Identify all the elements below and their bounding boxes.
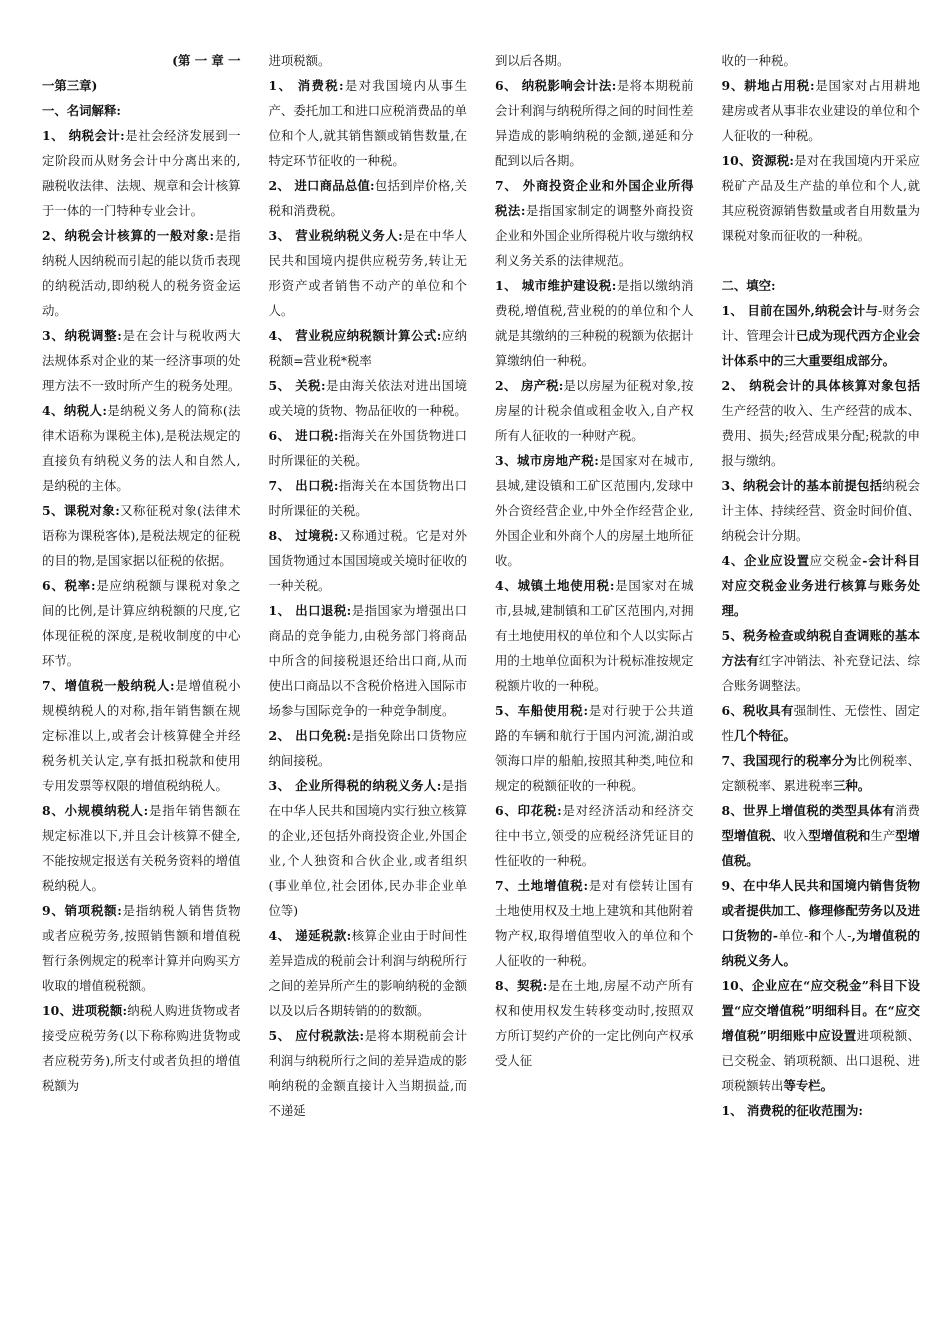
body-text: 应交税金 bbox=[809, 553, 863, 568]
bold-text: 4、企业应设置 bbox=[721, 553, 810, 568]
bold-text: 几个特征。 bbox=[733, 728, 796, 743]
paragraph bbox=[722, 1098, 921, 1123]
body-text: 是以房屋为征税对象,按房屋的计税余值或租金收入,自产权所有人征收的一种财产税。 bbox=[495, 378, 694, 443]
body-text: 收的一种税。 bbox=[721, 53, 796, 68]
paragraph bbox=[495, 448, 694, 573]
body-text: 是指年销售额在规定标准以下,并且会计核算不健全,不能按规定报送有关税务资料的增值税纳税人。 bbox=[42, 803, 241, 893]
paragraph bbox=[495, 173, 694, 273]
paragraph bbox=[269, 773, 468, 923]
paragraph bbox=[42, 98, 241, 123]
bold-text: 1、 城市维护建设税: bbox=[495, 278, 617, 293]
spacer bbox=[722, 248, 921, 273]
body-text: 进项税额。 bbox=[268, 53, 331, 68]
body-text: 是应纳税额与课税对象之间的比例,是计算应纳税额的尺度,它体现征税的深度,是税收制度的中心环节。 bbox=[42, 578, 241, 668]
bold-text: 9、销项税额: bbox=[42, 903, 122, 918]
paragraph bbox=[722, 473, 921, 548]
paragraph bbox=[269, 48, 468, 73]
body-text: 是由海关依法对进出国境或关境的货物、物品征收的一种税。 bbox=[268, 378, 467, 418]
body-text: 是在中华人民共和国境内提供应税劳务,转让无形资产或者销售不动产的单位和个人。 bbox=[268, 228, 467, 318]
body-text: 又称征税对象(法律术语称为课税客体),是税法规定的征税的目的物,是国家据以征税的依据。 bbox=[42, 503, 241, 568]
body-text: 红字冲销法、补充登记法、综合账务调整法。 bbox=[721, 653, 920, 693]
paragraph bbox=[495, 798, 694, 873]
paragraph bbox=[269, 598, 468, 723]
bold-text: 4、城镇土地使用税: bbox=[495, 578, 615, 593]
bold-text: 1、 目前在国外,纳税会计与 bbox=[721, 303, 879, 318]
body-text: 指海关在本国货物出口时所课征的关税。 bbox=[268, 478, 467, 518]
bold-text: 10、进项税额: bbox=[42, 1003, 128, 1018]
body-text: 是对在我国境内开采应税矿产品及生产盐的单位和个人,就其应税资源销售数量或者自用数量为课税对象而征收的一种税。 bbox=[721, 153, 920, 243]
paragraph bbox=[722, 873, 921, 973]
body-text: 是指免除出口货物应纳间接税。 bbox=[268, 728, 467, 768]
bold-text: 7、 出口税: bbox=[268, 478, 339, 493]
body-text: 是指以缴纳消费税,增值税,营业税的的单位和个人就是其缴纳的三种税的税额为依据计算缴纳伯一种税。 bbox=[495, 278, 694, 368]
body-text: 是指纳税人因纳税而引起的能以货币表现的纳税活动,即纳税人的税务资金运动。 bbox=[42, 228, 241, 318]
bold-text: 1、 纳税会计: bbox=[42, 128, 125, 143]
bold-text: 5、 关税: bbox=[268, 378, 326, 393]
paragraph bbox=[495, 273, 694, 373]
bold-text: 5、 应付税款法: bbox=[268, 1028, 365, 1043]
bold-text: -会计科目对应交税金业务进行核算与账务处理。 bbox=[721, 553, 920, 618]
bold-text: 2、纳税会计核算的一般对象: bbox=[42, 228, 215, 243]
bold-text: 2、 进口商品总值: bbox=[268, 178, 375, 193]
bold-text: 7、增值税一般纳税人: bbox=[42, 678, 175, 693]
paragraph bbox=[269, 1023, 468, 1123]
body-text: 个人- bbox=[821, 928, 852, 943]
body-text: 收入 bbox=[783, 828, 809, 843]
bold-text: 7、我国现行的税率分为 bbox=[721, 753, 857, 768]
paragraph bbox=[42, 223, 241, 323]
bold-text: 三种。 bbox=[833, 778, 871, 793]
paragraph bbox=[722, 273, 921, 298]
bold-text: 2、 房产税: bbox=[495, 378, 564, 393]
body-text: 是对经济活动和经济交往中书立,领受的应税经济凭证目的性征收的一种税。 bbox=[495, 803, 694, 868]
paragraph bbox=[42, 48, 241, 73]
paragraph bbox=[495, 48, 694, 73]
bold-text: 和 bbox=[808, 928, 822, 943]
paragraph bbox=[42, 573, 241, 673]
paragraph bbox=[42, 398, 241, 498]
bold-text: 一、名词解释: bbox=[42, 103, 121, 118]
bold-text: 8、 过境税: bbox=[268, 528, 339, 543]
body-text: 进项税额、已交税金、销项税额、出口退税、进项税额转出 bbox=[721, 1028, 920, 1093]
text-columns bbox=[42, 48, 920, 1338]
column-3 bbox=[495, 48, 694, 1338]
body-text: 消费 bbox=[894, 803, 920, 818]
paragraph bbox=[269, 73, 468, 173]
body-text: 是国家对在城市,县城,建制镇和工矿区范围内,对拥有土地使用权的单位和个人以实际占用的土地单位面积为计税标准按规定税额片收的一种税。 bbox=[495, 578, 694, 693]
body-text: 是将本期税前会计利润与纳税所行之间的差异造成的影响纳税的金额直接计入当期损益,而不递延 bbox=[268, 1028, 467, 1118]
paragraph bbox=[722, 973, 921, 1098]
paragraph bbox=[42, 898, 241, 998]
paragraph bbox=[495, 698, 694, 798]
body-text: 是将本期税前会计利润与纳税所得之间的时间性差异造成的影响纳税的金额,递延和分配到以后各期。 bbox=[495, 78, 694, 168]
paragraph bbox=[722, 148, 921, 248]
bold-text: 9、在中华人民共和国境内销售货物或者提供加工、修理修配劳务以及进口货物的- bbox=[721, 878, 920, 943]
body-text: 是社会经济发展到一定阶段而从财务会计中分离出来的,融税收法律、法规、规章和会计核算于一体的一门特种专业会计。 bbox=[42, 128, 241, 218]
paragraph bbox=[269, 423, 468, 473]
paragraph bbox=[269, 173, 468, 223]
bold-text: 7、 外商投资企业和外国企业所得税法: bbox=[495, 178, 694, 218]
body-text: 是国家对在城市,县城,建设镇和工矿区范围内,发球中外合资经营企业,中外全作经营企业,外国企业和外商个人的房屋土地所征收。 bbox=[495, 453, 694, 568]
body-text: 生产 bbox=[870, 828, 896, 843]
bold-text: 10、资源税: bbox=[721, 153, 794, 168]
paragraph bbox=[495, 573, 694, 698]
paragraph bbox=[495, 73, 694, 173]
bold-text: 型增值税和 bbox=[808, 828, 871, 843]
bold-text: (第 一 章 一 bbox=[172, 53, 241, 68]
body-text: 是在会计与税收两大法规体系对企业的某一经济事项的处理方法不一致时所产生的税务处理。 bbox=[42, 328, 241, 393]
bold-text: 4、 营业税应纳税额计算公式: bbox=[268, 328, 442, 343]
paragraph bbox=[269, 523, 468, 598]
bold-text: 1、 出口退税: bbox=[268, 603, 352, 618]
paragraph bbox=[722, 748, 921, 798]
paragraph bbox=[42, 673, 241, 798]
body-text: 比例税率、定额税率、累进税率 bbox=[721, 753, 920, 793]
body-text: 包括到岸价格,关税和消费税。 bbox=[268, 178, 467, 218]
body-text: 是指纳税人销售货物或者应税劳务,按照销售额和增值税暂行条例规定的税率计算并向购买方收取的增值税税额。 bbox=[42, 903, 241, 993]
paragraph bbox=[269, 473, 468, 523]
body-text: 纳税人购进货物或者接受应税劳务(以下称称购进货物或者应税劳务),所支付或者负担的增值税额为 bbox=[42, 1003, 241, 1093]
paragraph bbox=[42, 123, 241, 223]
body-text: 单位- bbox=[778, 928, 809, 943]
paragraph bbox=[269, 723, 468, 773]
bold-text: 6、税率: bbox=[42, 578, 96, 593]
body-text: 强制性、无偿性、固定性 bbox=[721, 703, 920, 743]
bold-text: 4、 递延税款: bbox=[268, 928, 352, 943]
bold-text: 5、税务检查或纳税自查调账的基本方法有 bbox=[721, 628, 920, 668]
bold-text: 已成为现代西方企业会计体系中的三大重要组成部分。 bbox=[721, 328, 920, 368]
paragraph bbox=[269, 223, 468, 323]
body-text: 是对我国境内从事生产、委托加工和进口应税消费品的单位和个人,就其销售额或销售数量,在特定环节征收的一种税。 bbox=[268, 78, 467, 168]
bold-text: 7、土地增值税: bbox=[495, 878, 589, 893]
paragraph bbox=[722, 373, 921, 473]
bold-text: 8、小规模纳税人: bbox=[42, 803, 149, 818]
column-2 bbox=[269, 48, 468, 1338]
body-text: 是纳税义务人的简称(法律术语称为课税主体),是税法规定的直接负有纳税义务的法人和自然人,是纳税的主体。 bbox=[42, 403, 241, 493]
body-text: 是在土地,房屋不动产所有权和使用权发生转移变动时,按照双方所订契约产价的一定比例向产权承受人征 bbox=[495, 978, 694, 1068]
bold-text: 等专栏。 bbox=[783, 1078, 834, 1093]
paragraph bbox=[269, 373, 468, 423]
paragraph bbox=[42, 798, 241, 898]
paragraph bbox=[495, 973, 694, 1073]
paragraph bbox=[722, 623, 921, 698]
paragraph bbox=[722, 73, 921, 148]
paragraph bbox=[722, 298, 921, 373]
body-text: 又称通过税。它是对外国货物通过本国国境或关境时征收的一种关税。 bbox=[268, 528, 467, 593]
bold-text: 6、 纳税影响会计法: bbox=[495, 78, 617, 93]
bold-text: 3、 企业所得税的纳税义务人: bbox=[268, 778, 442, 793]
body-text: 是对行驶于公共道路的车辆和航行于国内河流,湖泊或领海口岸的船舶,按照其种类,吨位和规定的税额征收的一种税。 bbox=[495, 703, 694, 793]
paragraph bbox=[722, 698, 921, 748]
paragraph bbox=[269, 923, 468, 1023]
body-text: 核算企业由于时间性差异造成的税前会计利润与纳税所行之间的差异所产生的影响纳税的金额以及以后各期转销的的数额。 bbox=[268, 928, 467, 1018]
body-text: 是对有偿转让国有土地使用权及土地上建筑和其他附着物产权,取得增值型收入的单位和个人征收的一种税。 bbox=[495, 878, 694, 968]
paragraph bbox=[269, 323, 468, 373]
bold-text: 一第三章) bbox=[42, 78, 98, 93]
bold-text: ,为增值税的纳税义务人。 bbox=[721, 928, 920, 968]
paragraph bbox=[722, 548, 921, 623]
paragraph bbox=[42, 998, 241, 1098]
bold-text: 2、 出口免税: bbox=[268, 728, 352, 743]
bold-text: 型增值税、 bbox=[721, 828, 784, 843]
paragraph bbox=[42, 73, 241, 98]
bold-text: 3、 营业税纳税义务人: bbox=[268, 228, 403, 243]
bold-text: 型增值税。 bbox=[721, 828, 920, 868]
bold-text: 8、契税: bbox=[495, 978, 548, 993]
bold-text: 1、 消费税的征收范围为: bbox=[721, 1103, 863, 1118]
body-text: -财务会计、管理会计 bbox=[721, 303, 920, 343]
body-text: 是国家对占用耕地建房或者从事非农业建设的单位和个人征收的一种税。 bbox=[721, 78, 920, 143]
bold-text: 10、企业应在“应交税金”科目下设置“应交增值税”明细科目。在“应交增值税”明细账中应设置 bbox=[721, 978, 920, 1043]
bold-text: 6、印花税: bbox=[495, 803, 562, 818]
paragraph bbox=[722, 798, 921, 873]
paragraph bbox=[42, 498, 241, 573]
body-text: 是指国家制定的调整外商投资企业和外国企业所得税片收与缴纳权利义务关系的法律规范。 bbox=[495, 203, 694, 268]
body-text: 是指在中华人民共和国境内实行独立核算的企业,还包括外商投资企业,外国企业,个人独资和合伙企业,或者组织(事业单位,社会团体,民办非企业单位等) bbox=[268, 778, 467, 918]
paragraph bbox=[42, 323, 241, 398]
bold-text: 5、课税对象: bbox=[42, 503, 120, 518]
bold-text: 9、耕地占用税: bbox=[721, 78, 815, 93]
bold-text: 4、纳税人: bbox=[42, 403, 107, 418]
bold-text: 8、世界上增值税的类型具体有 bbox=[721, 803, 895, 818]
bold-text: 3、城市房地产税: bbox=[495, 453, 599, 468]
body-text: 是指国家为增强出口商品的竞争能力,由税务部门将商品中所含的间接税退还给出口商,从而使出口商品以不含税价格进入国际市场参与国际竞争的一种竞争制度。 bbox=[268, 603, 467, 718]
body-text: 到以后各期。 bbox=[495, 53, 570, 68]
body-text: 指海关在外国货物进口时所课征的关税。 bbox=[268, 428, 467, 468]
bold-text: 5、车船使用税: bbox=[495, 703, 589, 718]
bold-text: 2、 纳税会计的具体核算对象包括 bbox=[721, 378, 920, 393]
body-text: 是增值税小规模纳税人的对称,指年销售额在规定标准以上,或者会计核算健全并经税务机关认定,享有抵扣税款和使用专用发票等权限的增值税纳税人。 bbox=[42, 678, 241, 793]
body-text: 应纳税额=营业税*税率 bbox=[268, 328, 467, 368]
body-text: 纳税会计主体、持续经营、资金时间价值、纳税会计分期。 bbox=[721, 478, 920, 543]
paragraph bbox=[495, 873, 694, 973]
bold-text: 6、 进口税: bbox=[268, 428, 339, 443]
bold-text: 6、税收具有 bbox=[721, 703, 794, 718]
paragraph bbox=[722, 48, 921, 73]
column-4 bbox=[722, 48, 921, 1338]
bold-text: 3、纳税调整: bbox=[42, 328, 122, 343]
paragraph bbox=[495, 373, 694, 448]
bold-text: 3、纳税会计的基本前提包括 bbox=[721, 478, 883, 493]
bold-text: 1、 消费税: bbox=[268, 78, 344, 93]
column-1 bbox=[42, 48, 241, 1338]
body-text: 生产经营的收入、生产经营的成本、费用、损失;经营成果分配;税款的申报与缴纳。 bbox=[721, 403, 920, 468]
bold-text: 二、填空: bbox=[721, 278, 776, 293]
